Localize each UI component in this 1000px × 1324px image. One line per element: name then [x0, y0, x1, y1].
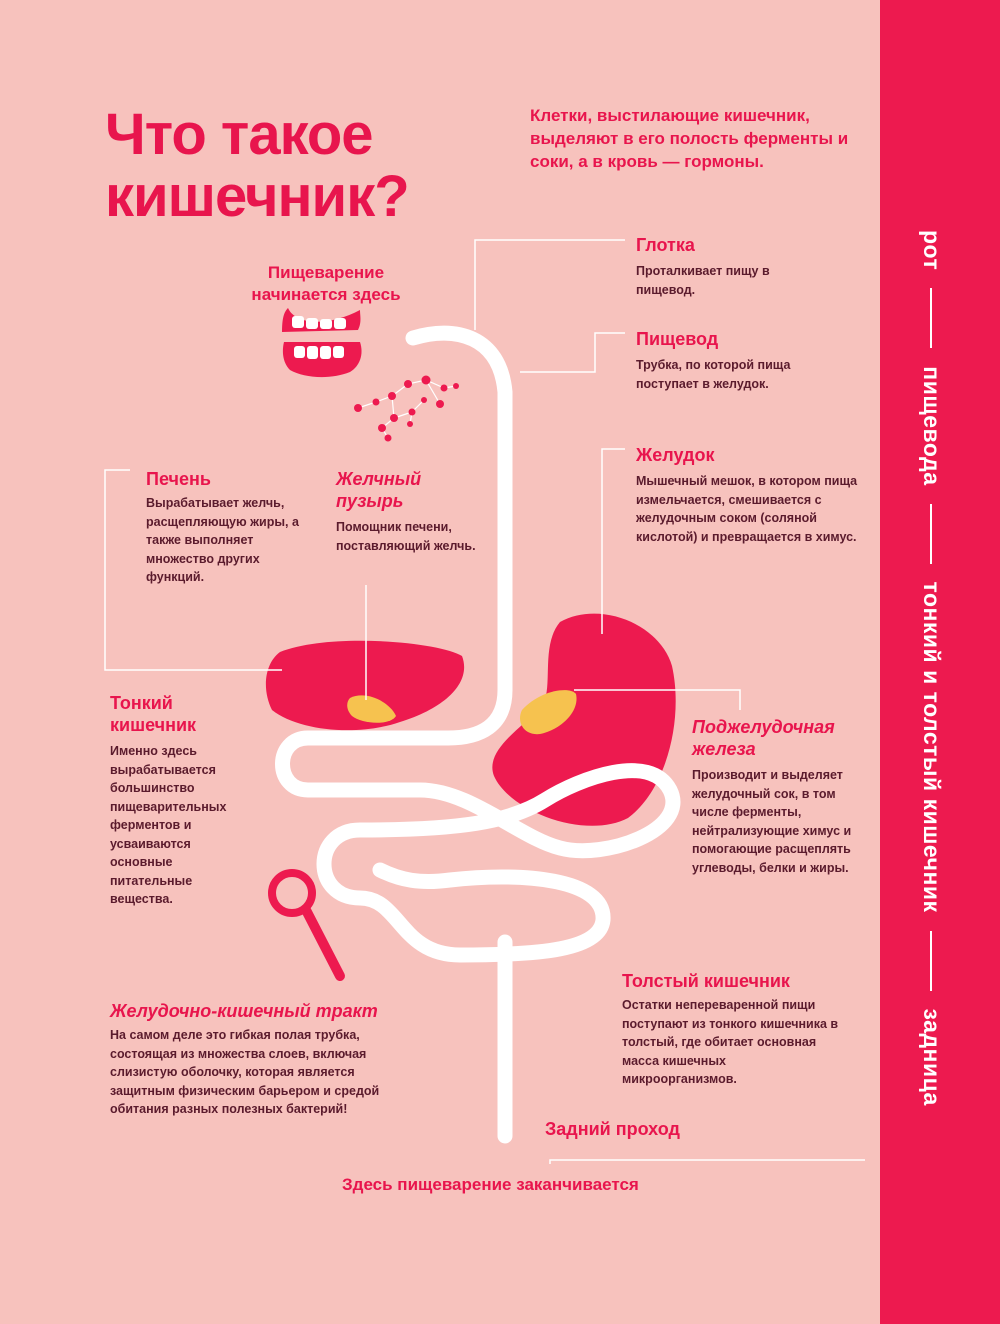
molecule-icon [354, 376, 459, 442]
stomach-shape [492, 614, 675, 826]
zhelchny-title: Желчный пузырь [336, 469, 422, 511]
zheludok-text: Мышечный мешок, в котором пища измельчается, смешивается с желудочным соком (соляной кислотой) и превращается в химус. [636, 474, 858, 544]
start-label: Пищеварение начинается здесь [251, 263, 401, 304]
sidebar-divider [931, 288, 933, 348]
sidebar-path [918, 230, 945, 1106]
teeth-icon [282, 308, 362, 377]
podzheludochnaya-text: Производит и выделяет желудочный сок, в том числе ферменты, нейтрализующие химус и помогающие расщеплять углеводы, белки и жиры. [692, 768, 852, 875]
sidebar-item-intestines: тонкий и толстый кишечник [919, 581, 945, 913]
sidebar-item-esophagus: пищевода [919, 366, 945, 486]
pechen-title: Печень [146, 469, 211, 489]
sidebar-divider [931, 931, 933, 991]
glotka-text: Проталкивает пищу в пищевод. [636, 264, 770, 297]
zheludok-title: Желудок [636, 445, 715, 465]
intro-text: Клетки, выстилающие кишечник, выделяют в его полость ферменты и соки, а в кровь — гормоны. [530, 106, 849, 171]
sidebar-divider [931, 504, 933, 564]
podzheludochnaya-title: Поджелудочная железа [692, 717, 835, 759]
zhkt-text: На самом деле это гибкая полая трубка, состоящая из множества слоев, включая слизистую оболочку, которая является защитным физическим барьером и средой обитания разных полезных бактерий! [110, 1028, 380, 1116]
zhelchny-text: Помощник печени, поставляющий желчь. [336, 520, 476, 553]
glotka-title: Глотка [636, 235, 695, 255]
sidebar-item-mouth: рот [919, 230, 945, 271]
tolstiy-title: Толстый кишечник [622, 971, 790, 991]
tonkiy-text: Именно здесь вырабатывается большинство пищеварительных ферментов и усваиваются основные питательные вещества. [110, 744, 227, 906]
sidebar-item-anus: задница [919, 1008, 945, 1106]
tolstiy-text: Остатки непереваренной пищи поступают из тонкого кишечника в толстый, где обитает основная масса кишечных микроорганизмов. [622, 998, 839, 1086]
page-title: Что такое кишечник? [105, 102, 409, 229]
pishchevod-title: Пищевод [636, 329, 719, 349]
pechen-text: Вырабатывает желчь, расщепляющую жиры, а также выполняет множество других функций. [146, 496, 299, 584]
zadniy-title: Задний проход [545, 1119, 680, 1139]
zhkt-title: Желудочно-кишечный тракт [110, 1001, 378, 1021]
tonkiy-title: Тонкий кишечник [110, 693, 197, 735]
pishchevod-text: Трубка, по которой пища поступает в желудок. [636, 358, 791, 391]
end-label: Здесь пищеварение заканчивается [342, 1175, 639, 1194]
